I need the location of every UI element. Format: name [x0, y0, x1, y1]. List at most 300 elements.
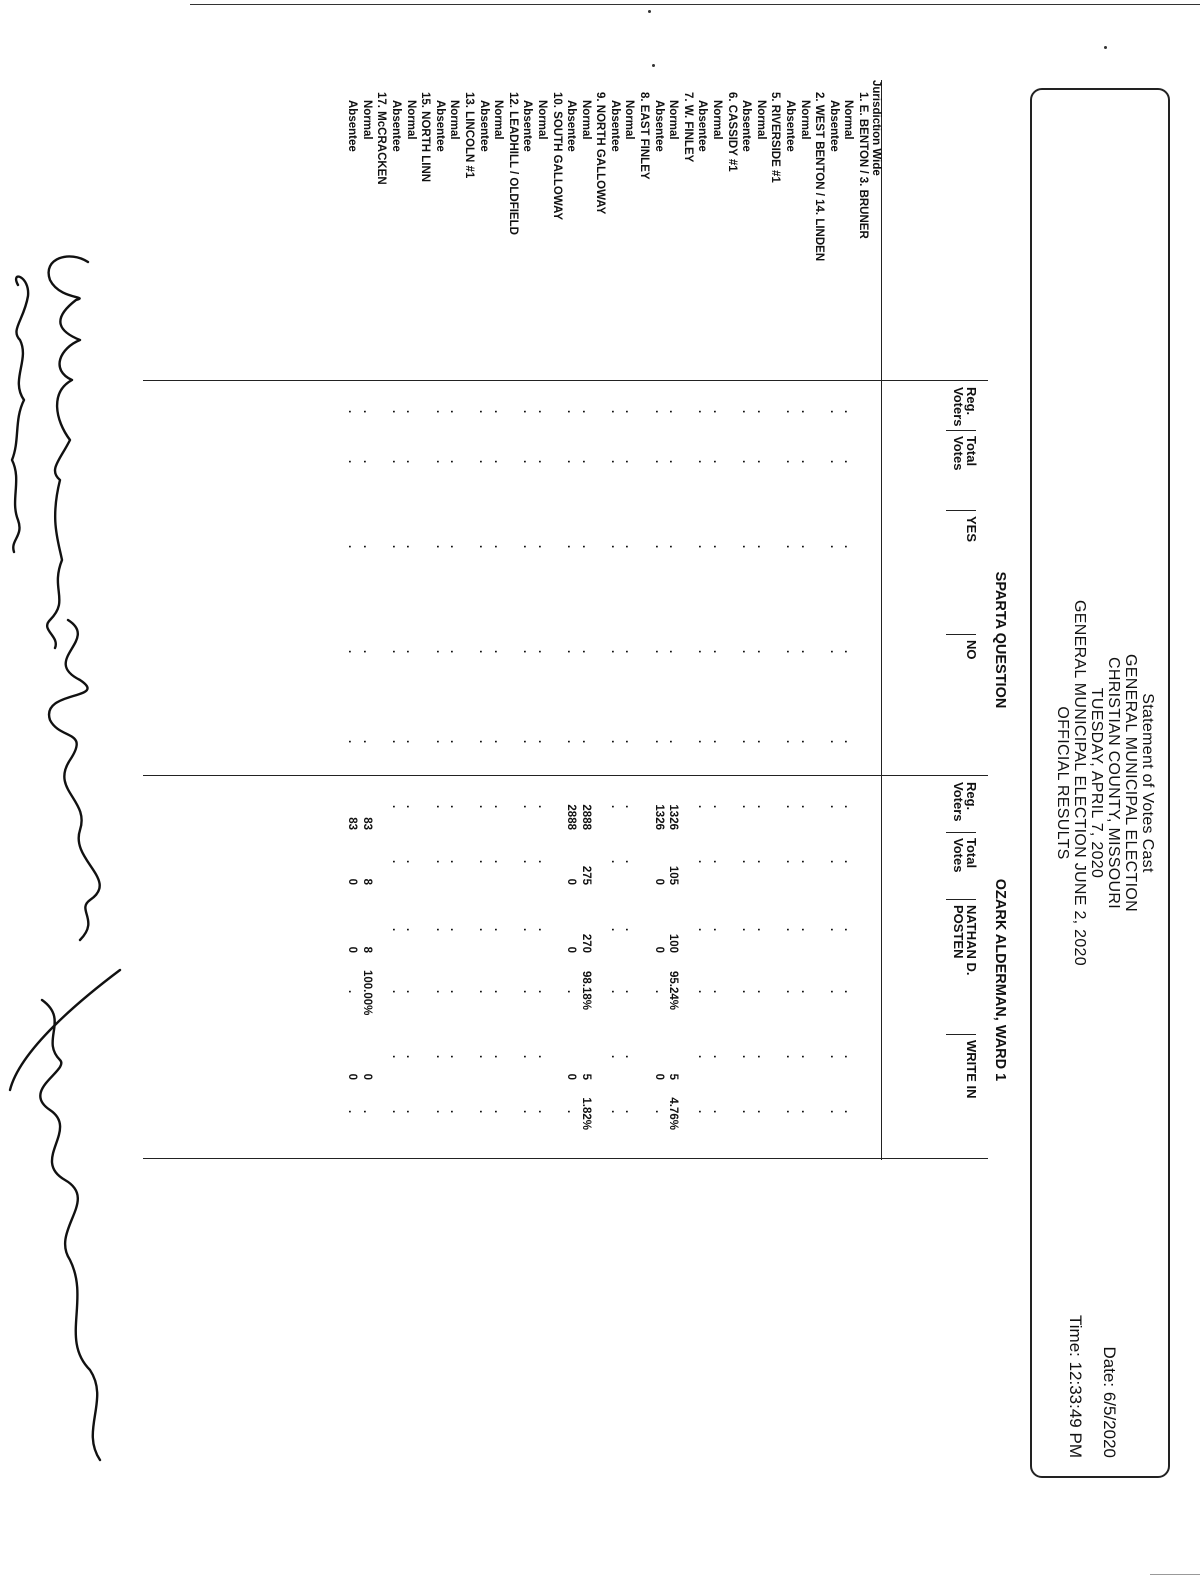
- posten-percent: 98.18%: [579, 970, 592, 1010]
- jurisdiction-rows: [345, 80, 870, 380]
- vote-type-label: Absentee: [565, 100, 578, 152]
- empty-cell-dot: .: [798, 410, 811, 414]
- empty-cell-dot: .: [711, 805, 723, 809]
- empty-cell-dot: .: [448, 410, 461, 414]
- empty-cell-dot: .: [652, 740, 665, 744]
- empty-cell-dot: .: [784, 650, 796, 654]
- empty-cell-dot: .: [389, 650, 402, 654]
- empty-cell-dot: .: [389, 928, 402, 932]
- empty-cell-dot: .: [623, 1110, 636, 1114]
- empty-cell-dot: .: [711, 860, 723, 864]
- posten-votes: 8: [360, 946, 373, 953]
- ozark-write-in-header: WRITE IN: [965, 1040, 978, 1099]
- vote-type-label: Absentee: [346, 100, 359, 152]
- vote-type-label: Normal: [579, 100, 592, 140]
- empty-cell-dot: .: [842, 545, 855, 549]
- empty-cell-dot: .: [565, 545, 577, 549]
- empty-cell-dot: .: [711, 545, 723, 549]
- empty-cell-dot: .: [623, 1055, 636, 1059]
- empty-cell-dot: .: [535, 740, 548, 744]
- empty-cell-dot: .: [565, 650, 577, 654]
- empty-cell-dot: .: [360, 410, 373, 414]
- empty-cell-dot: .: [827, 805, 840, 809]
- empty-cell-dot: .: [565, 1110, 577, 1114]
- empty-cell-dot: .: [842, 1110, 855, 1114]
- vote-type-label: Absentee: [696, 100, 709, 152]
- empty-cell-dot: .: [535, 460, 548, 464]
- vote-type-label: Absentee: [390, 100, 402, 152]
- empty-cell-dot: .: [521, 740, 534, 744]
- empty-cell-dot: .: [448, 1110, 461, 1114]
- empty-cell-dot: .: [798, 1110, 811, 1114]
- empty-cell-dot: .: [754, 545, 767, 549]
- empty-cell-dot: .: [433, 1110, 446, 1114]
- vote-type-label: Absentee: [652, 100, 665, 152]
- empty-cell-dot: .: [696, 1110, 709, 1114]
- empty-cell-dot: .: [579, 545, 592, 549]
- report-timestamp: [1058, 1315, 1126, 1458]
- empty-cell-dot: .: [696, 460, 709, 464]
- report-time: Time: 12:33:49 PM: [1066, 1315, 1085, 1458]
- empty-cell-dot: .: [827, 1110, 840, 1114]
- empty-cell-dot: .: [477, 990, 490, 994]
- report-date: Date: 6/5/2020: [1100, 1346, 1119, 1458]
- empty-cell-dot: .: [842, 740, 855, 744]
- sparta-yes-header: YES: [965, 516, 978, 542]
- empty-cell-dot: .: [608, 410, 621, 414]
- empty-cell-dot: .: [565, 990, 577, 994]
- empty-cell-dot: .: [477, 1110, 490, 1114]
- empty-cell-dot: .: [389, 990, 402, 994]
- empty-cell-dot: .: [565, 410, 577, 414]
- empty-cell-dot: .: [623, 545, 636, 549]
- jurisdiction-name: 8. EAST FINLEY: [638, 92, 651, 180]
- empty-cell-dot: .: [404, 650, 417, 654]
- empty-cell-dot: .: [696, 805, 709, 809]
- table-divider: [143, 1158, 988, 1159]
- empty-cell-dot: .: [492, 545, 504, 549]
- empty-cell-dot: .: [492, 410, 504, 414]
- empty-cell-dot: .: [521, 1110, 534, 1114]
- write-in-votes: 5: [667, 1073, 680, 1080]
- posten-votes: 0: [652, 946, 665, 953]
- empty-cell-dot: .: [652, 545, 665, 549]
- empty-cell-dot: .: [711, 1110, 723, 1114]
- empty-cell-dot: .: [740, 860, 753, 864]
- write-in-votes: 0: [565, 1073, 577, 1080]
- jurisdiction-name: 7. W. FINLEY: [681, 92, 694, 163]
- empty-cell-dot: .: [404, 928, 417, 932]
- report-title-block: [1054, 90, 1156, 1476]
- empty-cell-dot: .: [842, 928, 855, 932]
- vote-type-label: Absentee: [827, 100, 840, 152]
- signature-4: [40, 1000, 100, 1460]
- empty-cell-dot: .: [492, 990, 504, 994]
- empty-cell-dot: .: [389, 545, 402, 549]
- empty-cell-dot: .: [842, 860, 855, 864]
- posten-percent: 95.24%: [667, 970, 680, 1010]
- empty-cell-dot: .: [623, 928, 636, 932]
- sparta-reg-voters-header: Reg. Voters: [951, 387, 979, 427]
- empty-cell-dot: .: [492, 740, 504, 744]
- empty-cell-dot: .: [696, 410, 709, 414]
- signature-4-stroke: [10, 970, 120, 1090]
- empty-cell-dot: .: [433, 410, 446, 414]
- empty-cell-dot: .: [404, 805, 417, 809]
- empty-cell-dot: .: [404, 1110, 417, 1114]
- empty-cell-dot: .: [346, 410, 358, 414]
- vote-type-label: Absentee: [477, 100, 490, 152]
- empty-cell-dot: .: [448, 860, 461, 864]
- empty-cell-dot: .: [740, 650, 753, 654]
- empty-cell-dot: .: [696, 650, 709, 654]
- empty-cell-dot: .: [477, 460, 490, 464]
- empty-cell-dot: .: [389, 410, 402, 414]
- jurisdiction-header: Jurisdiction Wide: [870, 80, 882, 176]
- empty-cell-dot: .: [754, 1055, 767, 1059]
- empty-cell-dot: .: [448, 928, 461, 932]
- empty-cell-dot: .: [842, 805, 855, 809]
- empty-cell-dot: .: [696, 928, 709, 932]
- empty-cell-dot: .: [784, 740, 796, 744]
- vote-type-label: Normal: [711, 100, 724, 140]
- vote-type-label: Absentee: [784, 100, 797, 152]
- empty-cell-dot: .: [535, 650, 548, 654]
- ozark-total-votes: 0: [565, 878, 577, 885]
- election-name: GENERAL MUNICIPAL ELECTION: [1122, 654, 1139, 912]
- empty-cell-dot: .: [652, 410, 665, 414]
- empty-cell-dot: .: [784, 990, 796, 994]
- empty-cell-dot: .: [827, 545, 840, 549]
- ozark-reg-voters: 2888: [565, 804, 577, 830]
- empty-cell-dot: .: [711, 928, 723, 932]
- empty-cell-dot: .: [477, 928, 490, 932]
- empty-cell-dot: .: [346, 460, 358, 464]
- empty-cell-dot: .: [346, 990, 358, 994]
- posten-votes: 100: [667, 933, 680, 953]
- empty-cell-dot: .: [711, 990, 723, 994]
- ozark-reg-voters: 1326: [652, 804, 665, 830]
- empty-cell-dot: .: [608, 1110, 621, 1114]
- vote-type-label: Normal: [404, 100, 417, 140]
- empty-cell-dot: .: [608, 740, 621, 744]
- signature-1: [47, 256, 88, 648]
- empty-cell-dot: .: [535, 860, 548, 864]
- empty-cell-dot: .: [433, 650, 446, 654]
- empty-cell-dot: .: [477, 740, 490, 744]
- empty-cell-dot: .: [652, 650, 665, 654]
- empty-cell-dot: .: [433, 860, 446, 864]
- jurisdiction-name: 2. WEST BENTON / 14. LINDEN: [813, 92, 826, 262]
- empty-cell-dot: .: [711, 1055, 723, 1059]
- empty-cell-dot: .: [842, 1055, 855, 1059]
- empty-cell-dot: .: [827, 410, 840, 414]
- empty-cell-dot: .: [535, 1055, 548, 1059]
- posten-votes: 270: [579, 933, 592, 953]
- jurisdiction-name: 15. NORTH LINN: [419, 92, 432, 183]
- vote-type-label: Normal: [798, 100, 811, 140]
- empty-cell-dot: .: [433, 805, 446, 809]
- empty-cell-dot: .: [711, 740, 723, 744]
- vote-type-label: Absentee: [608, 100, 621, 152]
- jurisdiction-name: 1. E. BENTON / 3. BRUNER: [857, 92, 869, 239]
- ozark-alderman-title: OZARK ALDERMAN, WARD 1: [992, 878, 1008, 1082]
- empty-cell-dot: .: [404, 990, 417, 994]
- empty-cell-dot: .: [652, 1110, 665, 1114]
- ozark-total-votes-header: Total Votes: [952, 838, 978, 872]
- empty-cell-dot: .: [623, 805, 636, 809]
- empty-cell-dot: .: [448, 740, 461, 744]
- jurisdiction-name: 5. RIVERSIDE #1: [769, 92, 782, 183]
- empty-cell-dot: .: [784, 1055, 796, 1059]
- empty-cell-dot: .: [521, 1055, 534, 1059]
- empty-cell-dot: .: [579, 460, 592, 464]
- empty-cell-dot: .: [667, 545, 680, 549]
- empty-cell-dot: .: [404, 740, 417, 744]
- empty-cell-dot: .: [842, 990, 855, 994]
- empty-cell-dot: .: [346, 650, 358, 654]
- empty-cell-dot: .: [448, 650, 461, 654]
- jurisdiction-name: 12. LEADHILL / OLDFIELD: [506, 92, 519, 235]
- empty-cell-dot: .: [492, 650, 504, 654]
- empty-cell-dot: .: [448, 990, 461, 994]
- empty-cell-dot: .: [521, 990, 534, 994]
- empty-cell-dot: .: [360, 740, 373, 744]
- jurisdiction-name: 6. CASSIDY #1: [725, 92, 738, 172]
- empty-cell-dot: .: [652, 460, 665, 464]
- empty-cell-dot: .: [827, 460, 840, 464]
- empty-cell-dot: .: [433, 460, 446, 464]
- empty-cell-dot: .: [346, 740, 358, 744]
- empty-cell-dot: .: [608, 545, 621, 549]
- ozark-reg-voters: 83: [360, 817, 373, 830]
- empty-cell-dot: .: [535, 928, 548, 932]
- empty-cell-dot: .: [711, 650, 723, 654]
- empty-cell-dot: .: [521, 805, 534, 809]
- empty-cell-dot: .: [608, 990, 621, 994]
- empty-cell-dot: .: [740, 805, 753, 809]
- signature-2: [12, 277, 28, 552]
- empty-cell-dot: .: [346, 1110, 358, 1114]
- empty-cell-dot: .: [535, 545, 548, 549]
- ozark-posten-header: NATHAN D. POSTEN: [952, 905, 978, 976]
- empty-cell-dot: .: [842, 650, 855, 654]
- empty-cell-dot: .: [389, 460, 402, 464]
- empty-cell-dot: .: [711, 410, 723, 414]
- ozark-total-votes: 8: [360, 878, 373, 885]
- empty-cell-dot: .: [579, 410, 592, 414]
- empty-cell-dot: .: [696, 545, 709, 549]
- empty-cell-dot: .: [798, 860, 811, 864]
- ozark-total-votes: 0: [346, 878, 358, 885]
- ozark-reg-voters: 2888: [579, 804, 592, 830]
- write-in-percent: 4.76%: [667, 1097, 680, 1130]
- empty-cell-dot: .: [492, 860, 504, 864]
- empty-cell-dot: .: [696, 990, 709, 994]
- empty-cell-dot: .: [477, 545, 490, 549]
- empty-cell-dot: .: [608, 1055, 621, 1059]
- empty-cell-dot: .: [696, 1055, 709, 1059]
- empty-cell-dot: .: [798, 545, 811, 549]
- empty-cell-dot: .: [608, 805, 621, 809]
- empty-cell-dot: .: [448, 545, 461, 549]
- empty-cell-dot: .: [798, 740, 811, 744]
- empty-cell-dot: .: [492, 460, 504, 464]
- empty-cell-dot: .: [535, 805, 548, 809]
- vote-type-label: Normal: [535, 100, 548, 140]
- jurisdiction-name: 13. LINCOLN #1: [462, 92, 475, 179]
- empty-cell-dot: .: [798, 990, 811, 994]
- vote-type-label: Normal: [754, 100, 767, 140]
- empty-cell-dot: .: [389, 1055, 402, 1059]
- empty-cell-dot: .: [667, 740, 680, 744]
- report-title: Statement of Votes Cast: [1139, 693, 1156, 873]
- empty-cell-dot: .: [579, 650, 592, 654]
- empty-cell-dot: .: [448, 805, 461, 809]
- empty-cell-dot: .: [389, 805, 402, 809]
- empty-cell-dot: .: [360, 460, 373, 464]
- empty-cell-dot: .: [433, 928, 446, 932]
- empty-cell-dot: .: [754, 805, 767, 809]
- vote-type-label: Normal: [448, 100, 461, 140]
- vote-type-label: Absentee: [521, 100, 534, 152]
- empty-cell-dot: .: [521, 928, 534, 932]
- empty-cell-dot: .: [521, 460, 534, 464]
- empty-cell-dot: .: [477, 650, 490, 654]
- empty-cell-dot: .: [740, 990, 753, 994]
- signature-3: [49, 620, 100, 940]
- empty-cell-dot: .: [827, 990, 840, 994]
- ozark-total-votes: 275: [579, 865, 592, 885]
- write-in-percent: 1.82%: [579, 1097, 592, 1130]
- empty-cell-dot: .: [623, 860, 636, 864]
- empty-cell-dot: .: [346, 545, 358, 549]
- empty-cell-dot: .: [740, 460, 753, 464]
- empty-cell-dot: .: [827, 928, 840, 932]
- empty-cell-dot: .: [389, 1110, 402, 1114]
- empty-cell-dot: .: [827, 650, 840, 654]
- official-results-label: OFFICIAL RESULTS: [1054, 706, 1071, 860]
- empty-cell-dot: .: [477, 860, 490, 864]
- empty-cell-dot: .: [433, 1055, 446, 1059]
- empty-cell-dot: .: [477, 410, 490, 414]
- empty-cell-dot: .: [798, 928, 811, 932]
- sparta-total-votes-header: Total Votes: [952, 436, 978, 470]
- ozark-reg-voters: 1326: [667, 804, 680, 830]
- empty-cell-dot: .: [667, 410, 680, 414]
- write-in-votes: 0: [360, 1073, 373, 1080]
- empty-cell-dot: .: [652, 990, 665, 994]
- empty-cell-dot: .: [535, 1110, 548, 1114]
- empty-cell-dot: .: [535, 410, 548, 414]
- empty-cell-dot: .: [740, 740, 753, 744]
- empty-cell-dot: .: [404, 545, 417, 549]
- empty-cell-dot: .: [754, 460, 767, 464]
- table-divider: [143, 775, 988, 776]
- empty-cell-dot: .: [711, 460, 723, 464]
- table-divider: [143, 380, 988, 381]
- empty-cell-dot: .: [754, 650, 767, 654]
- empty-cell-dot: .: [565, 740, 577, 744]
- empty-cell-dot: .: [535, 990, 548, 994]
- empty-cell-dot: .: [521, 860, 534, 864]
- write-in-votes: 5: [579, 1073, 592, 1080]
- empty-cell-dot: .: [784, 410, 796, 414]
- posten-percent: 100.00%: [360, 970, 373, 1016]
- county-name: CHRISTIAN COUNTY, MISSOURI: [1105, 657, 1122, 909]
- empty-cell-dot: .: [608, 928, 621, 932]
- empty-cell-dot: .: [842, 460, 855, 464]
- empty-cell-dot: .: [360, 545, 373, 549]
- empty-cell-dot: .: [667, 460, 680, 464]
- empty-cell-dot: .: [784, 545, 796, 549]
- empty-cell-dot: .: [492, 1110, 504, 1114]
- empty-cell-dot: .: [667, 650, 680, 654]
- empty-cell-dot: .: [360, 650, 373, 654]
- jurisdiction-name: 17. McCRACKEN: [375, 92, 388, 185]
- vote-type-label: Normal: [360, 100, 373, 140]
- jurisdiction-name: 9. NORTH GALLOWAY: [594, 92, 607, 215]
- empty-cell-dot: .: [623, 460, 636, 464]
- vote-type-label: Normal: [667, 100, 680, 140]
- empty-cell-dot: .: [404, 460, 417, 464]
- ozark-total-votes: 105: [667, 865, 680, 885]
- empty-cell-dot: .: [827, 740, 840, 744]
- empty-cell-dot: .: [492, 928, 504, 932]
- sparta-no-header: NO: [965, 640, 978, 660]
- ozark-reg-voters: 83: [346, 817, 358, 830]
- empty-cell-dot: .: [623, 990, 636, 994]
- election-date: TUESDAY, APRIL 7, 2020: [1088, 687, 1105, 879]
- jurisdiction-name: 10. SOUTH GALLOWAY: [550, 92, 563, 221]
- empty-cell-dot: .: [360, 1110, 373, 1114]
- vote-type-label: Normal: [492, 100, 505, 140]
- posten-votes: 0: [346, 946, 358, 953]
- empty-cell-dot: .: [477, 1055, 490, 1059]
- empty-cell-dot: .: [754, 990, 767, 994]
- empty-cell-dot: .: [784, 928, 796, 932]
- empty-cell-dot: .: [623, 740, 636, 744]
- ozark-total-votes: 0: [652, 878, 665, 885]
- empty-cell-dot: .: [740, 1055, 753, 1059]
- empty-cell-dot: .: [784, 460, 796, 464]
- empty-cell-dot: .: [798, 1055, 811, 1059]
- empty-cell-dot: .: [477, 805, 490, 809]
- empty-cell-dot: .: [754, 410, 767, 414]
- empty-cell-dot: .: [608, 860, 621, 864]
- empty-cell-dot: .: [565, 460, 577, 464]
- empty-cell-dot: .: [784, 805, 796, 809]
- report-header: [1030, 88, 1170, 1478]
- empty-cell-dot: .: [740, 545, 753, 549]
- empty-cell-dot: .: [608, 650, 621, 654]
- empty-cell-dot: .: [521, 545, 534, 549]
- empty-cell-dot: .: [740, 410, 753, 414]
- empty-cell-dot: .: [842, 410, 855, 414]
- empty-cell-dot: .: [798, 805, 811, 809]
- empty-cell-dot: .: [579, 740, 592, 744]
- ozark-reg-voters-header: Reg. Voters: [951, 782, 979, 822]
- empty-cell-dot: .: [754, 928, 767, 932]
- empty-cell-dot: .: [404, 1055, 417, 1059]
- empty-cell-dot: .: [798, 460, 811, 464]
- vote-type-label: Normal: [842, 100, 855, 140]
- empty-cell-dot: .: [404, 860, 417, 864]
- jurisdiction-column: [345, 80, 882, 380]
- empty-cell-dot: .: [492, 1055, 504, 1059]
- empty-cell-dot: .: [784, 1110, 796, 1114]
- empty-cell-dot: .: [623, 650, 636, 654]
